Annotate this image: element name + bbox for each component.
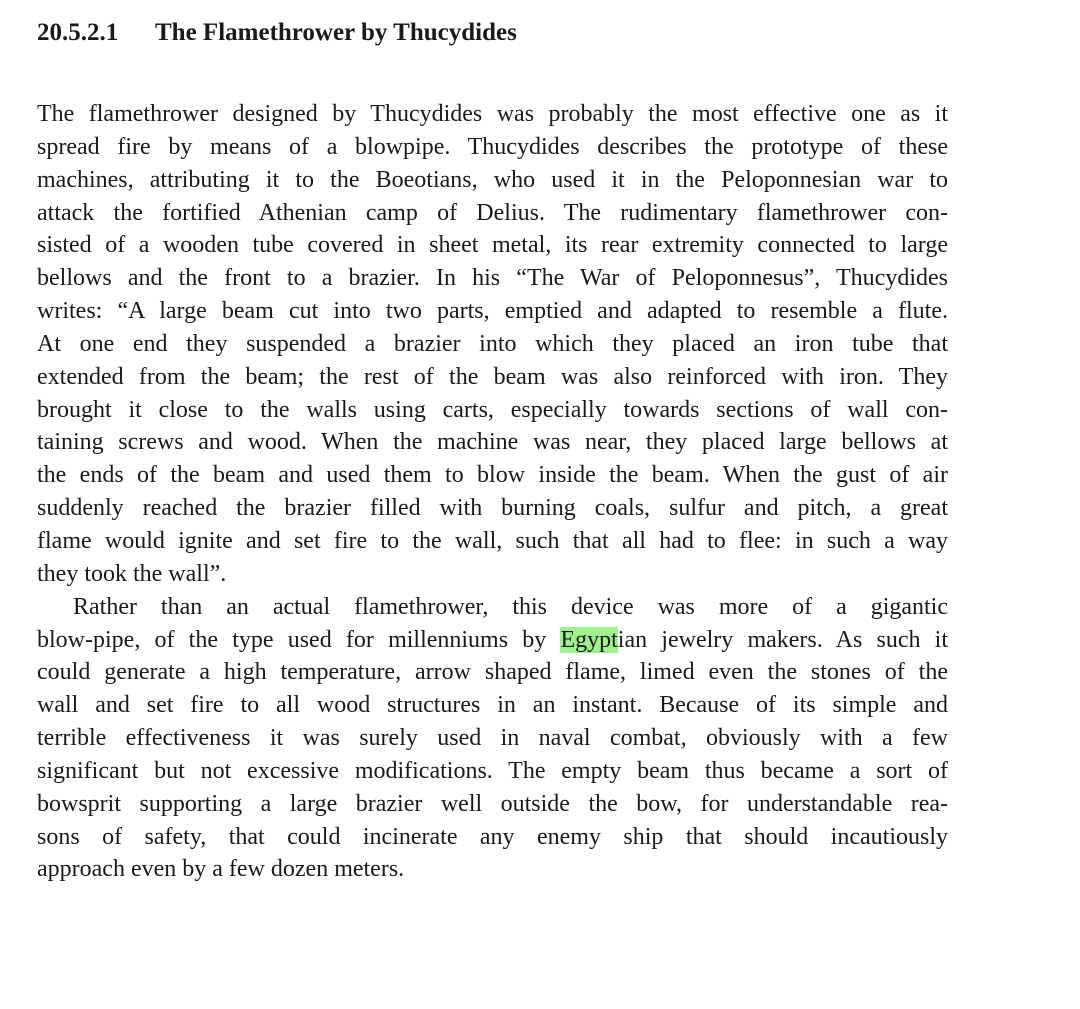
text-line: bellows and the front to a brazier. In his “The War of Peloponnesus”, Thucydides xyxy=(37,265,948,292)
text-line: sisted of a wooden tube covered in sheet metal, its rear extremity connected to large xyxy=(37,232,948,259)
text-line: bowsprit supporting a large brazier well outside the bow, for understandable rea- xyxy=(37,790,948,817)
text-line: approach even by a few dozen meters. xyxy=(37,856,405,883)
text-line: taining screws and wood. When the machine was near, they placed large bellows at xyxy=(37,429,948,456)
section-heading xyxy=(37,16,948,50)
text-line-with-highlight xyxy=(37,624,948,657)
paragraph-1 xyxy=(37,98,948,591)
text-segment: ian jewelry makers. As such it xyxy=(617,626,949,653)
text-line: flame would ignite and set fire to the wall, such that all had to flee: in such a way xyxy=(37,527,948,554)
text-line: wall and set fire to all wood structures in an instant. Because of its simple and xyxy=(37,692,948,719)
text-line: significant but not excessive modifications. The empty beam thus became a sort of xyxy=(37,757,948,784)
text-line: At one end they suspended a brazier into which they placed an iron tube that xyxy=(37,330,948,357)
text-line-content: Rather than an actual flamethrower, this device was more of a gigantic xyxy=(73,593,948,620)
text-segment: blow-pipe, of the type used for millenniums by xyxy=(37,626,561,653)
section-number: 20.5.2.1 xyxy=(37,19,119,46)
text-line: could generate a high temperature, arrow shaped flame, limed even the stones of the xyxy=(37,659,948,686)
highlighted-text[interactable]: Egypt xyxy=(560,626,618,653)
text-line: attack the fortified Athenian camp of Delius. The rudimentary flamethrower con- xyxy=(37,199,948,226)
text-line-indented xyxy=(37,591,948,624)
text-line: the ends of the beam and used them to blow inside the beam. When the gust of air xyxy=(37,462,948,489)
text-line: brought it close to the walls using carts, especially towards sections of wall con- xyxy=(37,396,948,423)
text-line: they took the wall”. xyxy=(37,560,227,587)
document-page xyxy=(37,16,948,886)
text-line: writes: “A large beam cut into two parts, emptied and adapted to resemble a flute. xyxy=(37,298,948,325)
text-line: spread fire by means of a blowpipe. Thucydides describes the prototype of these xyxy=(37,133,948,160)
text-line: suddenly reached the brazier filled with burning coals, sulfur and pitch, a great xyxy=(37,495,948,522)
text-line: extended from the beam; the rest of the beam was also reinforced with iron. They xyxy=(37,363,948,390)
text-line: machines, attributing it to the Boeotians, who used it in the Peloponnesian war to xyxy=(37,166,948,193)
text-line: The flamethrower designed by Thucydides was probably the most effective one as it xyxy=(37,101,948,127)
paragraph-2 xyxy=(37,591,948,887)
section-title: The Flamethrower by Thucydides xyxy=(155,19,517,46)
text-line: sons of safety, that could incinerate any enemy ship that should incautiously xyxy=(37,823,948,850)
text-line: terrible effectiveness it was surely used in naval combat, obviously with a few xyxy=(37,725,948,752)
